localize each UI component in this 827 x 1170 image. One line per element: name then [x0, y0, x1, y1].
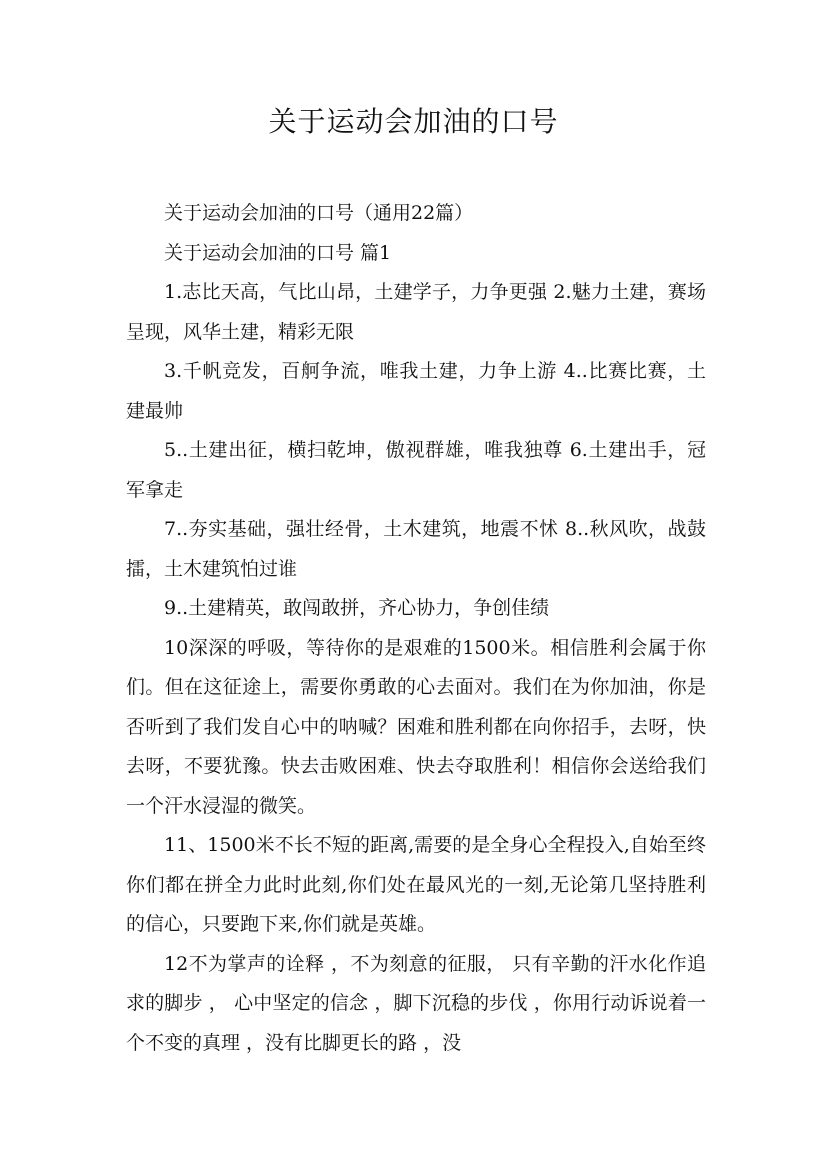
slogan-paragraph: 1.志比天高，气比山昂，土建学子，力争更强 2.魅力土建，赛场呈现，风华土建，精彩无限: [126, 281, 706, 343]
document-title: 关于运动会加油的口号: [268, 105, 559, 138]
slogan-paragraph: 9..土建精英，敢闯敢拼，齐心协力，争创佳绩: [164, 597, 550, 619]
slogan-paragraph: 7..夯实基础，强壮经骨，土木建筑，地震不怵 8..秋风吹，战鼓擂，土木建筑怕过谁: [126, 518, 706, 580]
section-heading: 关于运动会加油的口号 篇1: [164, 241, 392, 264]
cheer-paragraph: 12不为掌声的诠释 ，不为刻意的征服， 只有辛勤的汗水化作追求的脚步 ， 心中坚定的信念 ，脚下沉稳的步伐 ，你用行动诉说着一个不变的真理 ，没有比脚更长的路 ，没: [126, 952, 706, 1054]
cheer-paragraph: 11、1500米不长不短的距离,需要的是全身心全程投入,自始至终你们都在拼全力此时此刻,你们处在最风光的一刻,无论第几坚持胜利的信心，只要跑下来,你们就是英雄。: [126, 834, 706, 935]
slogan-paragraph: 5..土建出征，横扫乾坤，傲视群雄，唯我独尊 6.土建出手，冠军拿走: [126, 439, 706, 501]
slogan-paragraph: 3.千帆竞发，百舸争流，唯我土建，力争上游 4..比赛比赛，土建最帅: [126, 360, 706, 422]
cheer-paragraph: 10深深的呼吸，等待你的是艰难的1500米。相信胜利会属于你们。但在这征途上，需要你勇敢的心去面对。我们在为你加油，你是否听到了我们发自心中的呐喊？困难和胜利都在向你招手，去呀，快去呀，不要犹豫。快去击败困难、快去夺取胜利！相信你会送给我们一个汗水浸湿的微笑。: [126, 636, 706, 817]
document-body: [126, 194, 706, 1063]
subtitle-paragraph: 关于运动会加油的口号（通用22篇）: [164, 202, 474, 224]
